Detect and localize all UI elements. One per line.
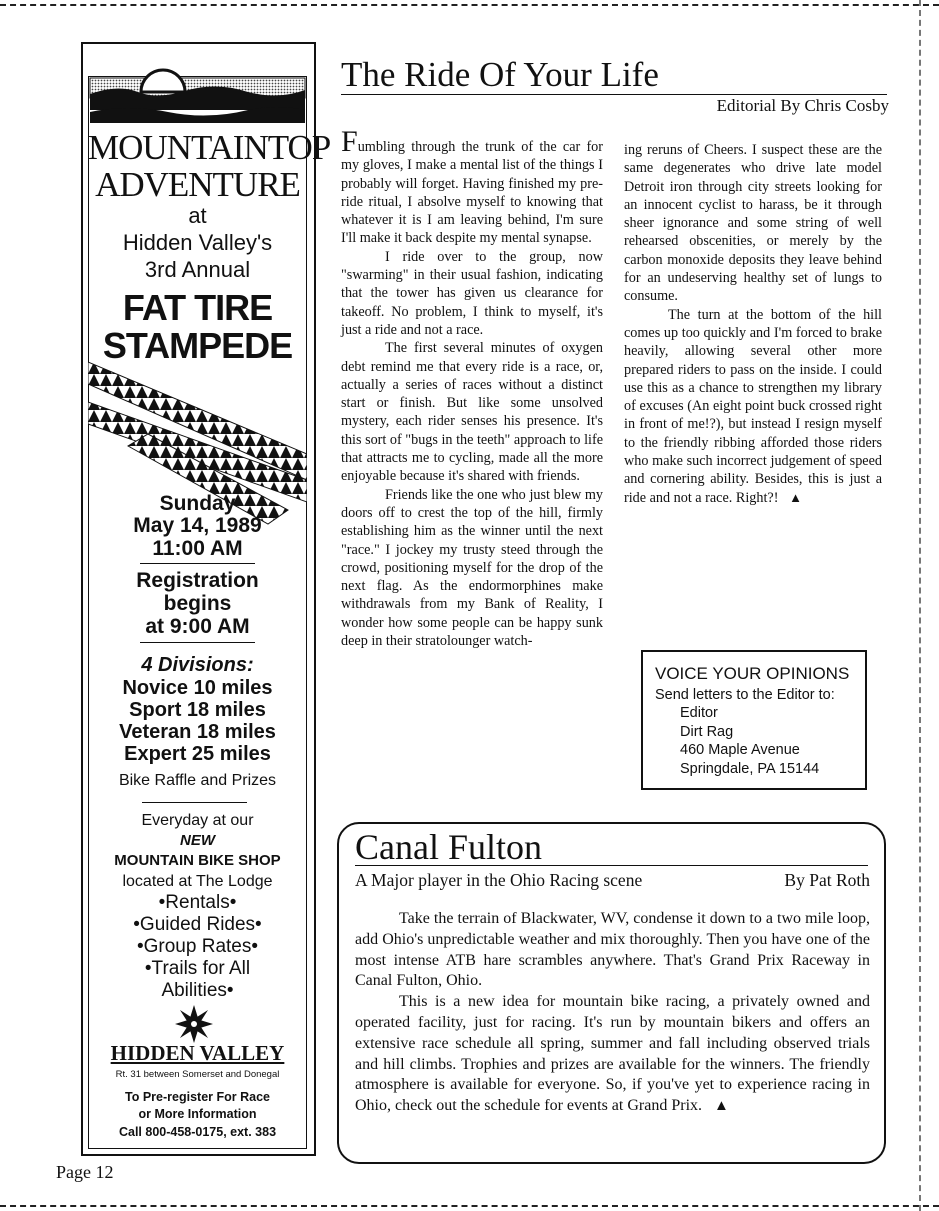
ad-service-item: •Trails for All: [144, 958, 251, 979]
editorial-column-2: [624, 141, 882, 507]
ad-divisions-title: 4 Divisions:: [141, 654, 254, 676]
ad-division-item: Novice 10 miles: [122, 677, 273, 699]
editorial-paragraph: ing reruns of Cheers. I suspect these are the same degenerates who drive late model Detroit iron through city streets looking for an innocent cyclist to harass, be it through sheer ignorance and some string of well rehearsed obscenities, or merely by the carbon monoxide deposits they leave behind for an undeserving healthy set of lungs to consume.: [624, 142, 882, 305]
editorial-paragraph: The first several minutes of oxygen debt remind me that every ride is a race, or, actually a series of races without a distinct start or finish. But like some unsolved mystery, each rider senses his presence. It's this sort of "bugs in the teeth" approach to life that attracts me to cycling, made all the more enjoyable because it's shared with friends.: [341, 340, 603, 485]
ad-event-line2: STAMPEDE: [102, 325, 293, 366]
ad-event-line1: FAT TIRE: [122, 287, 273, 328]
ad-registration-line2: begins: [163, 592, 232, 615]
ad-divider: [140, 642, 255, 643]
ad-cta-line2: or More Information: [138, 1107, 257, 1121]
editorial-paragraph: umbling through the trunk of the car for my gloves, I make a mental list of the things I probably will forget. Having finished my pre-ride ritual, I absolve myself to knowing that whatever it is I am leaving behind, I'm sure I'll make it back despite my mental synapse.: [341, 139, 603, 247]
page-number: Page 12: [56, 1162, 114, 1182]
ad-day: Sunday: [159, 492, 236, 515]
ad-registration-line3: at 9:00 AM: [145, 615, 250, 638]
end-mark-icon: ▲: [789, 489, 802, 505]
ad-new: NEW: [180, 832, 215, 849]
ad-time: 11:00 AM: [152, 537, 243, 560]
opinions-address-line: 460 Maple Avenue: [680, 742, 800, 758]
canal-subtitle: A Major player in the Ohio Racing scene: [355, 870, 643, 890]
snowflake-logo-icon: [174, 1004, 214, 1044]
opinions-box: [641, 650, 867, 790]
right-cut-line: [919, 0, 921, 1211]
mountain-sunrise-icon: [88, 64, 307, 134]
canal-fulton-box: [337, 822, 886, 1164]
ad-divider: [142, 802, 247, 803]
opinions-address-line: Editor: [680, 705, 718, 721]
ad-at: at: [188, 203, 207, 228]
canal-title-rule: [355, 865, 868, 866]
ad-shop: MOUNTAIN BIKE SHOP: [114, 852, 281, 869]
editorial-paragraph: Friends like the one who just blew my doors off to crest the top of the hill, firmly establishing him as the winner until the next "race." I jockey my trusty steed through the crowd, positioning myself for the drop of the next flag. As the endormorphines make withdrawals from my Bank of Reality, I wonder how some people can be happy sunk deep in their stratolounger watch-: [341, 486, 603, 650]
ad-division-item: Expert 25 miles: [124, 743, 271, 765]
editorial-byline: Editorial By Chris Cosby: [716, 96, 889, 115]
editorial-paragraph: I ride over to the group, now "swarming" in their usual fashion, indicating that the tower has given us clearance for takeoff. No problem, I think to myself, it's just a ride and not a race.: [341, 248, 603, 338]
ad-registration-line1: Registration: [136, 569, 259, 592]
ad-everyday: Everyday at our: [141, 812, 254, 829]
editorial-headline: The Ride Of Your Life: [341, 55, 659, 94]
opinions-instruction: Send letters to the Editor to:: [655, 687, 835, 703]
end-mark-icon: ▲: [714, 1098, 729, 1115]
ad-service-item: •Guided Rides•: [133, 914, 262, 935]
ad-route: Rt. 31 between Somerset and Donegal: [115, 1069, 280, 1080]
opinions-address-line: Dirt Rag: [680, 724, 734, 740]
canal-paragraph: Take the terrain of Blackwater, WV, condense it down to a two mile loop, add Ohio's unpredictable weather and mix thoroughly. Then you have one of the most intense ATB hare scrambles anywhere. That's Grand Prix Raceway in Canal Fulton, Ohio.: [355, 910, 870, 990]
ad-located: located at The Lodge: [122, 873, 273, 890]
ad-title-line1: MOUNTAINTOP: [88, 128, 331, 167]
ad-venue: Hidden Valley's: [122, 230, 273, 255]
ad-divider: [140, 563, 255, 564]
ad-raffle: Bike Raffle and Prizes: [118, 772, 277, 789]
canal-title: Canal Fulton: [355, 827, 542, 867]
ad-annual: 3rd Annual: [144, 257, 251, 282]
canal-body: [355, 909, 870, 1117]
ad-cta-line3: Call 800-458-0175, ext. 383: [118, 1125, 277, 1139]
canal-byline: By Pat Roth: [784, 870, 870, 890]
ad-cta-line1: To Pre-register For Race: [125, 1090, 270, 1104]
ad-service-item: •Group Rates•: [136, 936, 259, 957]
bottom-cut-line: [0, 1205, 939, 1207]
ad-logo-text: HIDDEN VALLEY: [110, 1041, 285, 1065]
ad-date: May 14, 1989: [133, 514, 262, 537]
ad-service-item: •Rentals•: [158, 892, 237, 913]
ad-service-item: Abilities•: [161, 980, 234, 1001]
opinions-title: VOICE YOUR OPINIONS: [655, 664, 850, 683]
ad-title-line2: ADVENTURE: [95, 165, 300, 204]
editorial-column-1: [341, 125, 603, 650]
drop-cap: F: [341, 125, 358, 158]
ad-division-item: Sport 18 miles: [129, 699, 266, 721]
editorial-paragraph: The turn at the bottom of the hill comes up too quickly and I'm forced to brake heavily, allowing several other more prepared riders to pass on the inside. I could use this as a chance to strengthen my library of excuses (An eight point buck crossed right in front of me!?), but instead I resign myself to the friendly ribbing afforded those riders who make such incorrect judgement of speed and cornering ability. Besides, this is just a ride and not a race. Right?!: [624, 306, 882, 506]
opinions-address-line: Springdale, PA 15144: [680, 761, 820, 777]
ad-division-item: Veteran 18 miles: [119, 721, 276, 743]
top-cut-line: [0, 4, 939, 6]
canal-paragraph: This is a new idea for mountain bike racing, a privately owned and operated facility, just for racing. It's run by mountain bikers and offers an extensive race schedule all spring, summer and fall including observed trials and hill climbs. Trophies and prizes are available for the winners. The friendly atmosphere is available for everyone. So, if you've yet to experience racing in Ohio, check out the schedule for events at Grand Prix.: [355, 993, 870, 1115]
